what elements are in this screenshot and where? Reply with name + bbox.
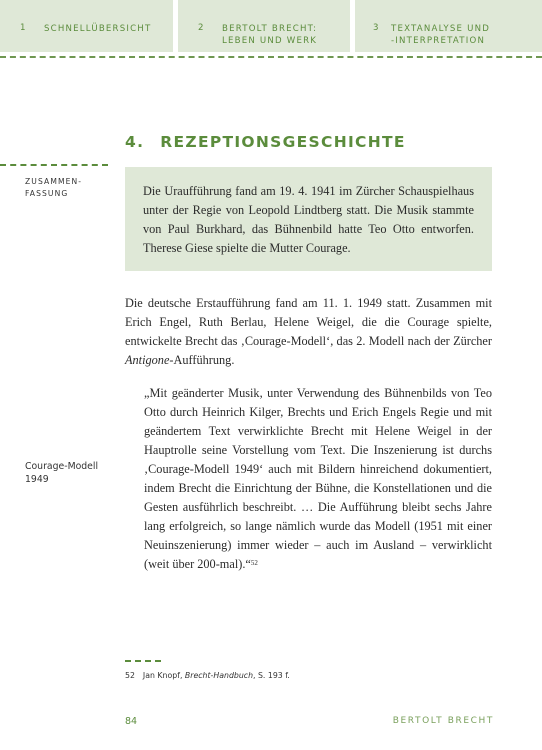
tab-number: 2 xyxy=(198,23,205,33)
tab-label: BERTOLT BRECHT: LEBEN UND WERK xyxy=(222,24,318,46)
work-title-antigone: Antigone xyxy=(125,353,170,367)
footnote xyxy=(125,671,290,680)
tab-number: 1 xyxy=(20,23,27,33)
chapter-title xyxy=(125,133,406,151)
margin-note: Courage-Modell 1949 xyxy=(25,461,99,485)
running-footer: BERTOLT BRECHT xyxy=(392,716,494,726)
chapter-title-text: REZEPTIONSGESCHICHTE xyxy=(160,133,406,151)
summary-box xyxy=(125,167,492,271)
chapter-number: 4. xyxy=(125,133,145,151)
header-divider xyxy=(0,56,542,58)
summary-divider xyxy=(0,164,108,166)
summary-text: Die Uraufführung fand am 19. 4. 1941 im Zürcher Schauspielhaus unter der Regie von Leopold Lindtberg statt. Die Musik stammte von Paul Burkhard, das Bühnenbild hatte Teo Otto entworfen. Therese Giese spielte die Mutter Courage. xyxy=(143,184,474,255)
summary-side-heading: ZUSAMMEN- FASSUNG xyxy=(25,177,83,198)
footnote-number: 52 xyxy=(125,671,135,680)
footnote-title: Brecht-Handbuch xyxy=(184,671,254,680)
tab-number: 3 xyxy=(373,23,380,33)
footnote-author: Jan Knopf, xyxy=(142,671,185,680)
paragraph-text: Die deutsche Erstaufführung fand am 11. 1. 1949 statt. Zusammen mit Erich Engel, Ruth Berlau, Helene Weigel, die die Courage spielte, entwickelte Brecht das ‚Courage-Modell‘, das 2. Modell nach der Zürcher xyxy=(125,296,492,348)
tab-label: SCHNELLÜBERSICHT xyxy=(44,24,152,34)
tab-textanalyse[interactable] xyxy=(355,0,542,52)
page-number: 84 xyxy=(125,716,138,727)
footnote-divider xyxy=(125,660,161,662)
paragraph-text-end: -Aufführung. xyxy=(169,353,235,367)
quote-text: „Mit geänderter Musik, unter Verwendung des Bühnenbilds von Teo Otto durch Heinrich Kilger, Brechts und Erich Engels Regie und mit geändertem Text verwirklichte Brecht mit Helene Weigel in der Hauptrolle seine Vorstellung vom Text. Die Inszenierung ist durchs ‚Courage-Modell 1949‘ auch mit Bildern hinreichend dokumentiert, indem Brecht die Einrichtung der Bühne, die Konstellationen und die Gesten ausführlich beschreibt. … Die Aufführung bleibt sechs Jahre lang erfolgreich, so lange nämlich wurde das Modell (1951 mit einer Neuinszenierung) immer wieder – auch im Ausland – verwirklicht (weit über 200-mal).“ xyxy=(144,386,492,571)
footnote-reference[interactable]: 52 xyxy=(250,559,258,567)
block-quote xyxy=(144,384,492,574)
tab-label: TEXTANALYSE UND -INTERPRETATION xyxy=(391,24,491,46)
footnote-pages: , S. 193 f. xyxy=(253,671,290,680)
tab-schnelluebersicht[interactable] xyxy=(0,0,173,52)
body-paragraph xyxy=(125,294,492,370)
chapter-navigation xyxy=(0,0,542,52)
tab-leben-und-werk[interactable] xyxy=(178,0,350,52)
